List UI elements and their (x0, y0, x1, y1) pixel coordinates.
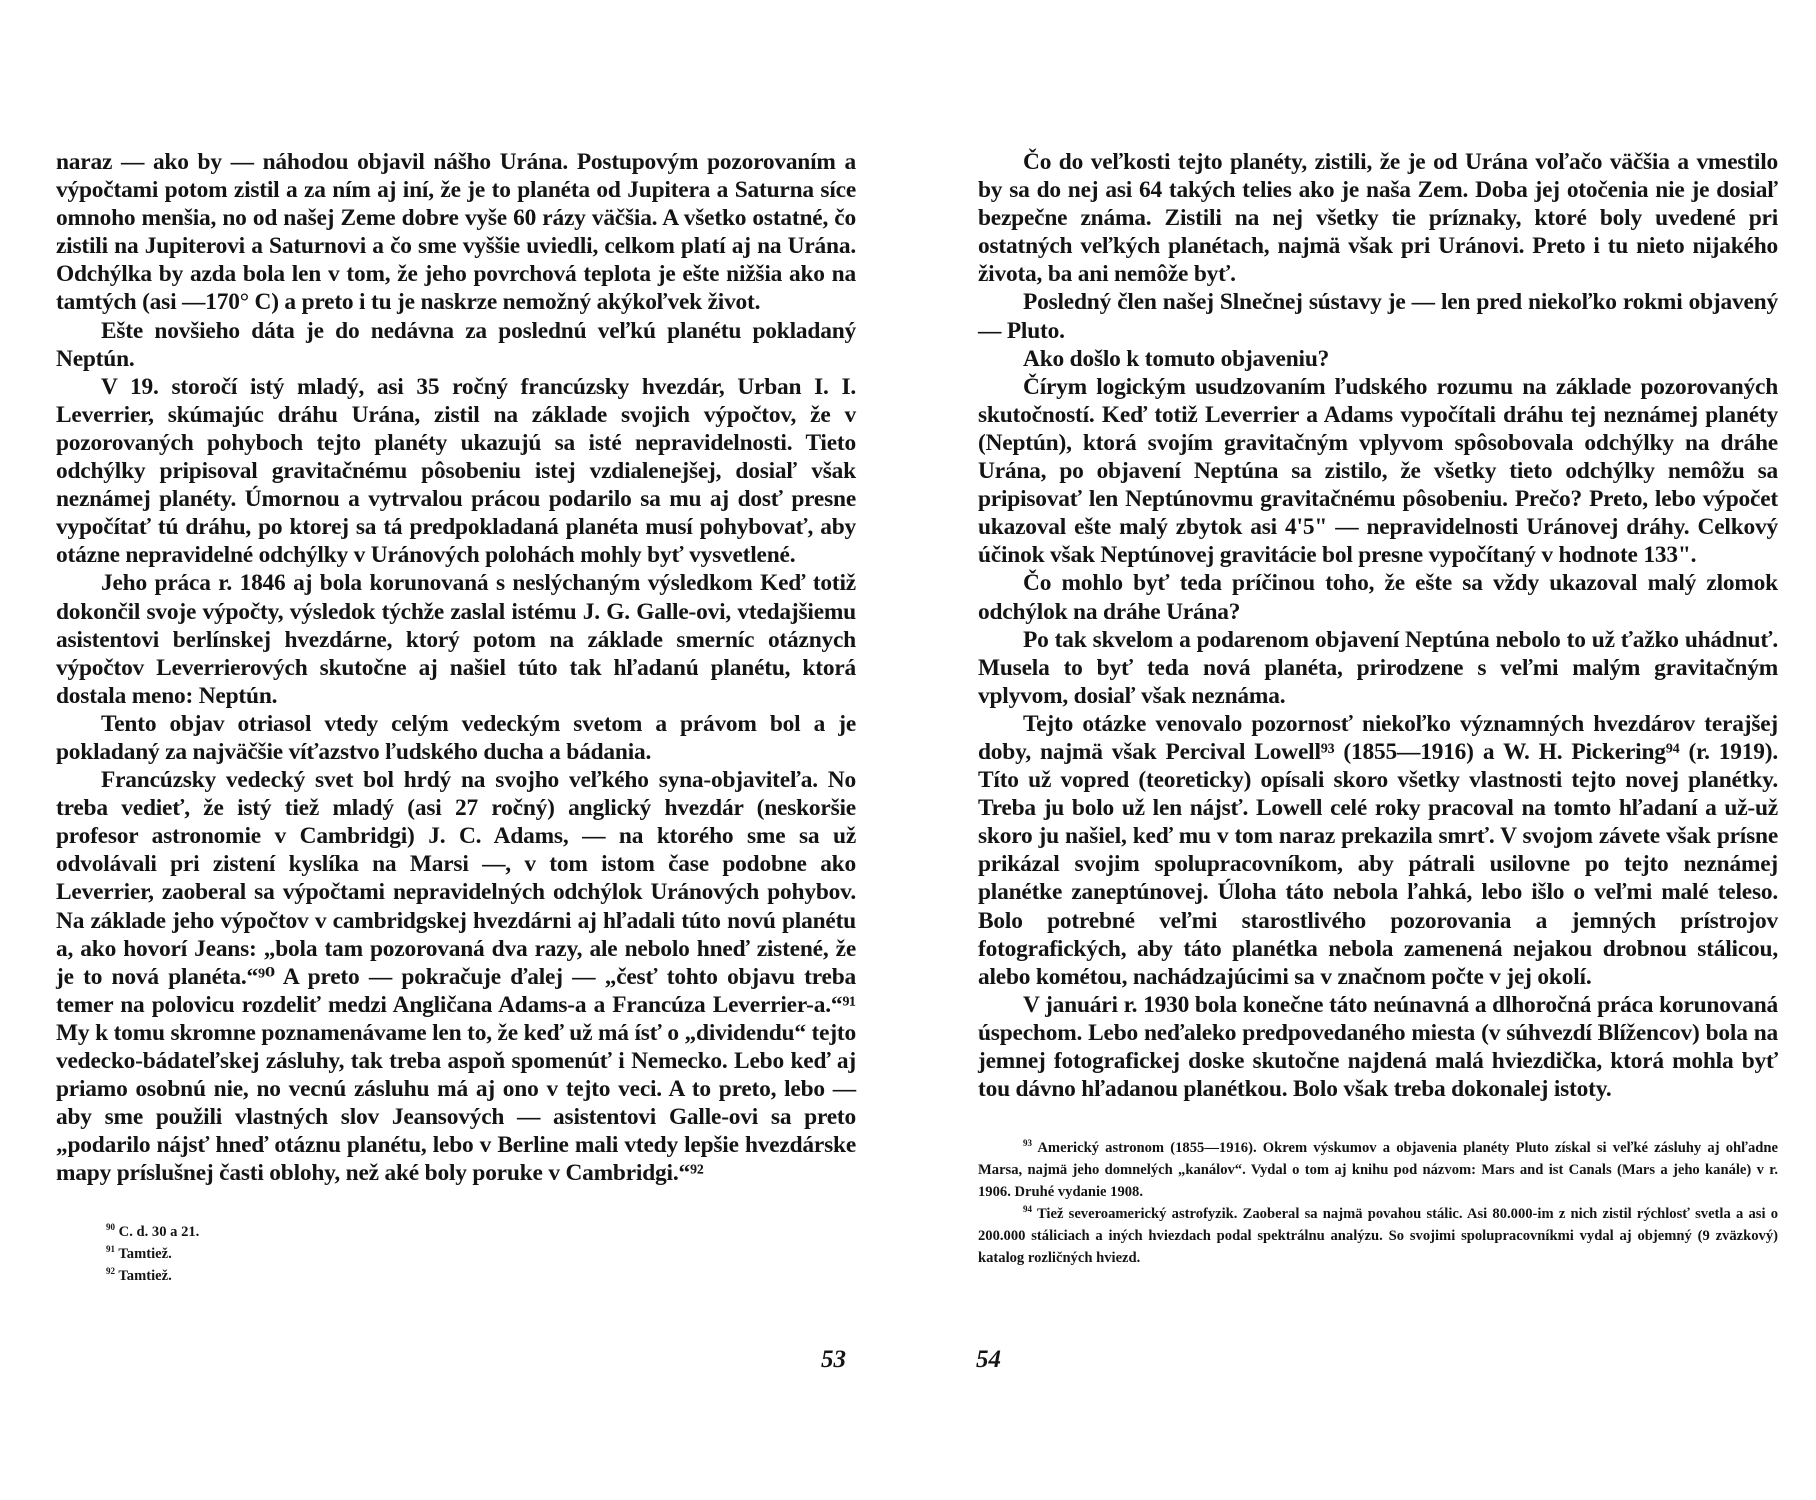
page-number-left: 53 (821, 1346, 846, 1373)
paragraph: V 19. storočí istý mladý, asi 35 ročný francúzsky hvezdár, Urban I. I. Leverrier, skúmajúc dráhu Urána, zistil na základe svojich výpočtov, že v pozorovaných pohyboch tejto planéty ukazujú sa isté nepravidelnosti. Tieto odchýlky pripisoval gravitačnému pôsobeniu istej vzdialenejšej, dosiaľ však neznámej planéty. Úmornou a vytrvalou prácou podarilo sa mu aj dosť presne vypočítať tú dráhu, po ktorej sa tá predpokladaná planéta musí pohybovať, aby otázne nepravidelné odchýlky v Uránových polohách mohly byť vysvetlené. (56, 373, 856, 569)
footnote-number: 94 (1023, 1204, 1032, 1215)
footnote (106, 1243, 856, 1265)
paragraph: Francúzsky vedecký svet bol hrdý na svojho veľkého syna-objaviteľa. No treba vedieť, že istý tiež mladý (asi 27 ročný) anglický hvezdár (neskoršie profesor astronomie v Cambridgi) J. C. Adams, — na ktorého sme sa už odvolávali pri zistení kyslíka na Marsi —, v tom istom čase podobne ako Leverrier, zaoberal sa výpočtami nepravidelných odchýlok Uránových pohybov. Na základe jeho výpočtov v cambridgskej hvezdárni aj hľadali túto novú planétu a, ako hovorí Jeans: „bola tam pozorovaná dva razy, ale nebolo hneď zistené, že je to nová planéta.“⁹⁰ A preto — pokračuje ďalej — „česť tohto objavu treba temer na polovicu rozdeliť medzi Angličana Adams-a a Francúza Leverrier-a.“⁹¹ My k tomu skromne poznamenávame len to, že keď už má ísť o „dividendu“ tejto vedecko-bádateľskej zásluhy, tak treba aspoň spomenúť i Nemecko. Lebo keď aj priamo osobnú nie, no vecnú zásluhu má aj ono v tejto veci. A to preto, lebo — aby sme použili vlastných slov Jeansových — asistentovi Galle-ovi sa preto „podarilo nájsť hneď otáznu planétu, lebo v Berline mali vtedy lepšie hvezdárske mapy príslušnej časti oblohy, než aké boly poruke v Cambridgi.“⁹² (56, 767, 856, 1187)
right-page-body (978, 148, 1778, 1103)
footnote-number: 91 (106, 1244, 115, 1255)
paragraph: Tejto otázke venovalo pozornosť niekoľko významných hvezdárov terajšej doby, najmä však Percival Lowell⁹³ (1855—1916) a W. H. Pickering⁹⁴ (r. 1919). Títo už vopred (teoreticky) opísali skoro všetky vlastnosti tejto novej planétky. Treba ju bolo už len nájsť. Lowell celé roky pracoval na tomto hľadaní a už-už skoro ju našiel, keď mu v tom naraz prekazila smrť. V svojom závete však prísne prikázal svojim spolupracovníkom, aby pátrali usilovne po tejto neznámej planétke zaneptúnovej. Úloha táto nebola ľahká, lebo išlo o veľmi malé teleso. Bolo potrebné veľmi starostlivého pozorovania a jemných prístrojov fotografických, aby táto planétka nebola zamenená nejakou drobnou stálicou, alebo kométou, nachádzajúcimi sa v značnom počte v jej okolí. (978, 710, 1778, 990)
left-footnotes (106, 1221, 856, 1287)
footnote (106, 1221, 856, 1243)
left-page-body (56, 148, 856, 1187)
footnote (978, 1203, 1778, 1269)
footnote (978, 1137, 1778, 1203)
footnote (106, 1265, 856, 1287)
right-footnotes (978, 1137, 1778, 1269)
left-page (56, 148, 856, 1287)
footnote-number: 90 (106, 1222, 115, 1233)
paragraph: Ešte novšieho dáta je do nedávna za poslednú veľkú planétu pokladaný Neptún. (56, 317, 856, 372)
footnote-number: 93 (1023, 1138, 1032, 1149)
paragraph: V januári r. 1930 bola konečne táto neúnavná a dlhoročná práca korunovaná úspechom. Lebo neďaleko predpovedaného miesta (v súhvezdí Blížencov) bola na jemnej fotografickej doske skutočne najdená malá hviezdička, ktorá mohla byť tou dávno hľadanou planétkou. Bolo však treba dokonalej istoty. (978, 991, 1778, 1103)
footnote-number: 92 (106, 1266, 115, 1277)
footnote-text: Americký astronom (1855—1916). Okrem výskumov a objavenia planéty Pluto získal si veľké zásluhy aj ohľadne Marsa, najmä jeho domnelých „kanálov“. Vydal o tom aj knihu pod názvom: Mars and ist Canals (Mars a jeho kanále) v r. 1906. Druhé vydanie 1908. (978, 1140, 1779, 1201)
paragraph: naraz — ako by — náhodou objavil nášho Urána. Postupovým pozorovaním a výpočtami potom zistil a za ním aj iní, že je to planéta od Jupitera a Saturna síce omnoho menšia, no od našej Zeme dobre vyše 60 rázy väčšia. A všetko ostatné, čo zistili na Jupiterovi a Saturnovi a čo sme vyššie uviedli, celkom platí aj na Urána. Odchýlka by azda bola len v tom, že jeho povrchová teplota je ešte nižšia ako na tamtých (asi —170° C) a preto i tu je naskrze nemožný akýkoľvek život. (56, 149, 856, 316)
paragraph: Čo do veľkosti tejto planéty, zistili, že je od Urána voľačo väčšia a vmestilo by sa do nej asi 64 takých telies ako je naša Zem. Doba jej otočenia nie je dosiaľ bezpečne známa. Zistili na nej všetky tie príznaky, ktoré boly uvedené pri ostatných veľkých planétach, najmä však pri Uránovi. Preto i tu nieto nijakého života, ba ani nemôže byť. (978, 149, 1778, 288)
paragraph: Čo mohlo byť teda príčinou toho, že ešte sa vždy ukazoval malý zlomok odchýlok na dráhe Urána? (978, 570, 1778, 625)
footnote-text: Tiež severoamerický astrofyzik. Zaoberal sa najmä povahou stálic. Asi 80.000-im z nich zistil rýchlosť svetla a asi o 200.000 stáliciach a iných hviezdach podal spektrálnu analýzu. So svojimi spolupracovníkmi vydal aj objemný (9 zväzkový) katalog rozličných hviezd. (978, 1206, 1779, 1267)
footnote-text: Tamtiež. (118, 1246, 172, 1263)
footnote-text: Tamtiež. (118, 1268, 172, 1285)
paragraph: Jeho práca r. 1846 aj bola korunovaná s neslýchaným výsledkom Keď totiž dokončil svoje výpočty, výsledok týchže zaslal istému J. G. Galle-ovi, vtedajšiemu asistentovi berlínskej hvezdárne, ktorý potom na základe smerníc otáznych výpočtov Leverrierových skutočne aj našiel túto tak hľadanú planétu, ktorá dostala meno: Neptún. (56, 570, 856, 709)
paragraph: Čírym logickým usudzovaním ľudského rozumu na základe pozorovaných skutočností. Keď totiž Leverrier a Adams vypočítali dráhu tej neznámej planéty (Neptún), ktorá svojím gravitačným vplyvom spôsobovala odchýlky na dráhe Urána, po objavení Neptúna sa zistilo, že všetky tieto odchýlky nemôžu sa pripisovať len Neptúnovmu gravitačnému pôsobeniu. Prečo? Preto, lebo výpočet ukazoval ešte malý zbytok asi 4'5" — nepravidelnosti Uránovej dráhy. Celkový účinok však Neptúnovej gravitácie bol presne vypočítaný v hodnote 133". (978, 373, 1778, 569)
paragraph: Ako došlo k tomuto objaveniu? (1023, 345, 1330, 372)
right-page (978, 148, 1778, 1269)
paragraph: Tento objav otriasol vtedy celým vedeckým svetom a právom bol a je pokladaný za najväčšie víťazstvo ľudského ducha a bádania. (56, 710, 856, 765)
paragraph: Po tak skvelom a podarenom objavení Neptúna nebolo to už ťažko uhádnuť. Musela to byť teda nová planéta, prirodzene s veľmi malým gravitačným vplyvom, dosiaľ však neznáma. (978, 626, 1778, 709)
footnote-text: C. d. 30 a 21. (118, 1224, 200, 1241)
paragraph: Posledný člen našej Slnečnej sústavy je — len pred niekoľko rokmi objavený — Pluto. (978, 289, 1778, 344)
page-number-right: 54 (976, 1346, 1001, 1373)
